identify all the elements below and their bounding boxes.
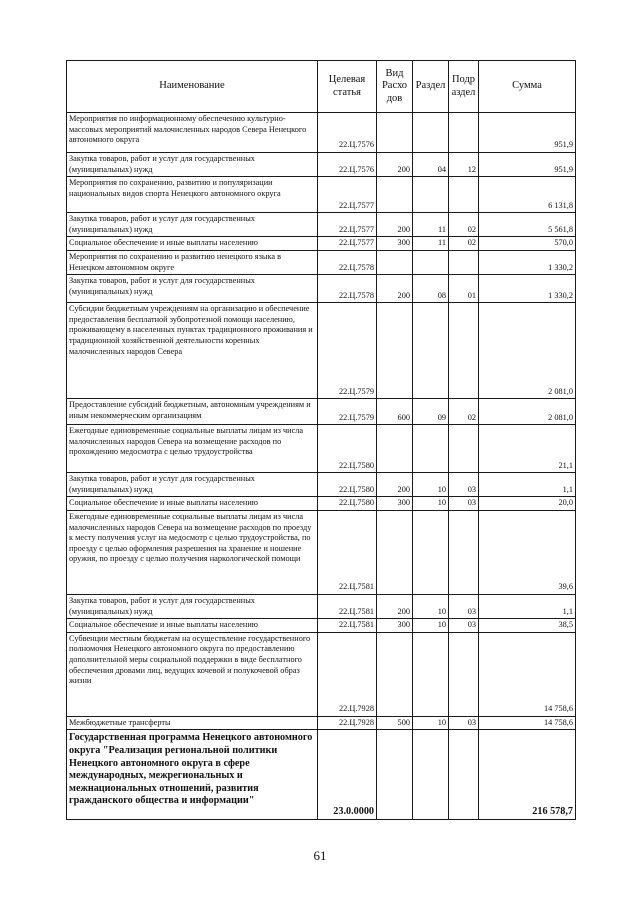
table-row: [67, 632, 576, 716]
row-target-article: 22.Ц.7581: [318, 619, 377, 633]
table-row: [67, 730, 576, 820]
header-subsection: Подр аздел: [449, 61, 479, 113]
row-section: [413, 632, 449, 716]
header-name: Наименование: [67, 61, 318, 113]
row-name: Предоставление субсидий бюджетным, автономным учреждениям и иным некоммерческим организациям: [67, 399, 318, 425]
table-row: [67, 303, 576, 399]
row-subsection: [449, 632, 479, 716]
row-amount: 1,1: [479, 473, 576, 497]
row-name: Закупка товаров, работ и услуг для государственных (муниципальных) нужд: [67, 213, 318, 237]
table-row: [67, 113, 576, 153]
row-expense-type: 300: [377, 237, 413, 251]
row-subsection: [449, 425, 479, 473]
row-expense-type: 200: [377, 153, 413, 177]
row-subsection: 12: [449, 153, 479, 177]
row-expense-type: [377, 510, 413, 594]
table-row: [67, 153, 576, 177]
row-amount: 951,9: [479, 153, 576, 177]
row-section: [413, 250, 449, 274]
row-target-article: 22.Ц.7579: [318, 399, 377, 425]
row-target-article: 22.Ц.7580: [318, 473, 377, 497]
row-section: 10: [413, 497, 449, 511]
row-name: Ежегодные единовременные социальные выплаты лицам из числа малочисленных народов Севера на возмещение расходов по проезду к месту получения услуг на медосмотр с целью трудоустройства, по проезду с целью оформления разрешения на хранение и ношение оружия, по проезду с целью получения наркологической помощи: [67, 510, 318, 594]
row-subsection: [449, 177, 479, 213]
row-expense-type: [377, 425, 413, 473]
row-expense-type: [377, 113, 413, 153]
table-header-row: [67, 61, 576, 113]
row-subsection: 03: [449, 594, 479, 618]
table-row: [67, 594, 576, 618]
row-name: Мероприятия по сохранению и развитию ненецкого языка в Ненецком автономном округе: [67, 250, 318, 274]
row-target-article: 22.Ц.7578: [318, 275, 377, 303]
row-section: 10: [413, 716, 449, 730]
table-row: [67, 213, 576, 237]
row-name: Межбюджетные трансферты: [67, 716, 318, 730]
row-name: Закупка товаров, работ и услуг для государственных (муниципальных) нужд: [67, 594, 318, 618]
header-expense-type: Вид Расхо дов: [377, 61, 413, 113]
row-subsection: [449, 730, 479, 820]
row-section: [413, 730, 449, 820]
row-target-article: 22.Ц.7928: [318, 632, 377, 716]
header-section: Раздел: [413, 61, 449, 113]
table-row: [67, 619, 576, 633]
row-amount: 14 758,6: [479, 716, 576, 730]
row-subsection: 03: [449, 716, 479, 730]
row-section: [413, 303, 449, 399]
row-target-article: 22.Ц.7577: [318, 237, 377, 251]
row-amount: 6 131,8: [479, 177, 576, 213]
row-name: Субвенции местным бюджетам на осуществление государственного полномочия Ненецкого автономного округа по предоставлению дополнительной меры социальной поддержки в виде бесплатного обеспечения дровами лиц, ведущих кочевой и полукочевой образ жизни: [67, 632, 318, 716]
row-name: Закупка товаров, работ и услуг для государственных (муниципальных) нужд: [67, 473, 318, 497]
row-name: Ежегодные единовременные социальные выплаты лицам из числа малочисленных народов Севера на возмещение расходов по прохождению медосмотра с целью трудоустройства: [67, 425, 318, 473]
table-body: [67, 113, 576, 820]
row-target-article: 22.Ц.7581: [318, 510, 377, 594]
row-section: [413, 113, 449, 153]
row-section: [413, 510, 449, 594]
row-amount: 5 561,8: [479, 213, 576, 237]
row-expense-type: [377, 730, 413, 820]
row-target-article: 22.Ц.7577: [318, 213, 377, 237]
row-amount: 951,9: [479, 113, 576, 153]
row-amount: 570,0: [479, 237, 576, 251]
row-expense-type: 500: [377, 716, 413, 730]
row-subsection: 03: [449, 619, 479, 633]
row-expense-type: 200: [377, 213, 413, 237]
row-name: Субсидии бюджетным учреждениям на организацию и обеспечение предоставления бесплатной зубопротезной помощи населению, проживающему в населенных пунктах традиционного проживания и традиционной хозяйственной деятельности коренных малочисленных народов Севера: [67, 303, 318, 399]
row-subsection: 03: [449, 473, 479, 497]
row-amount: 2 081,0: [479, 399, 576, 425]
row-expense-type: [377, 303, 413, 399]
page-number: 61: [313, 848, 327, 863]
table-row: [67, 716, 576, 730]
row-target-article: 22.Ц.7580: [318, 497, 377, 511]
row-subsection: 01: [449, 275, 479, 303]
row-target-article: 22.Ц.7580: [318, 425, 377, 473]
row-section: 11: [413, 213, 449, 237]
row-expense-type: 300: [377, 497, 413, 511]
table-row: [67, 250, 576, 274]
table-row: [67, 473, 576, 497]
row-subsection: [449, 510, 479, 594]
row-expense-type: [377, 177, 413, 213]
row-expense-type: 200: [377, 473, 413, 497]
table-row: [67, 425, 576, 473]
row-section: 10: [413, 594, 449, 618]
table-row: [67, 510, 576, 594]
row-section: 09: [413, 399, 449, 425]
row-amount: 1,1: [479, 594, 576, 618]
row-expense-type: [377, 250, 413, 274]
row-section: 04: [413, 153, 449, 177]
table-row: [67, 177, 576, 213]
row-section: 10: [413, 473, 449, 497]
row-amount: 20,0: [479, 497, 576, 511]
row-amount: 1 330,2: [479, 275, 576, 303]
row-expense-type: 600: [377, 399, 413, 425]
row-section: [413, 177, 449, 213]
row-target-article: 22.Ц.7577: [318, 177, 377, 213]
row-name: Мероприятия по сохранению, развитию и популяризации национальных видов спорта Ненецкого автономного округа: [67, 177, 318, 213]
row-amount: 21,1: [479, 425, 576, 473]
row-amount: 38,5: [479, 619, 576, 633]
row-amount: 216 578,7: [479, 730, 576, 820]
table-row: [67, 399, 576, 425]
row-subsection: [449, 250, 479, 274]
row-name: Государственная программа Ненецкого автономного округа "Реализация региональной политики Ненецкого автономного округа в сфере международных, межрегиональных и межнациональных отношений, развития гражданского общества и информации": [67, 730, 318, 820]
row-amount: 14 758,6: [479, 632, 576, 716]
table-row: [67, 275, 576, 303]
row-expense-type: 300: [377, 619, 413, 633]
row-section: [413, 425, 449, 473]
row-name: Социальное обеспечение и иные выплаты населению: [67, 497, 318, 511]
row-section: 11: [413, 237, 449, 251]
row-subsection: [449, 113, 479, 153]
table-row: [67, 497, 576, 511]
row-subsection: 02: [449, 399, 479, 425]
row-section: 08: [413, 275, 449, 303]
header-amount: Сумма: [479, 61, 576, 113]
row-name: Закупка товаров, работ и услуг для государственных (муниципальных) нужд: [67, 153, 318, 177]
row-name: Мероприятия по информационному обеспечению культурно-массовых мероприятий малочисленных народов Севера Ненецкого автономного округа: [67, 113, 318, 153]
row-amount: 1 330,2: [479, 250, 576, 274]
row-expense-type: 200: [377, 594, 413, 618]
row-subsection: 03: [449, 497, 479, 511]
row-amount: 39,6: [479, 510, 576, 594]
row-name: Закупка товаров, работ и услуг для государственных (муниципальных) нужд: [67, 275, 318, 303]
row-amount: 2 081,0: [479, 303, 576, 399]
header-target-article: Целевая статья: [318, 61, 377, 113]
row-target-article: 23.0.0000: [318, 730, 377, 820]
row-target-article: 22.Ц.7928: [318, 716, 377, 730]
row-target-article: 22.Ц.7576: [318, 153, 377, 177]
row-target-article: 22.Ц.7578: [318, 250, 377, 274]
row-name: Социальное обеспечение и иные выплаты населению: [67, 237, 318, 251]
row-subsection: 02: [449, 213, 479, 237]
row-expense-type: 200: [377, 275, 413, 303]
row-target-article: 22.Ц.7581: [318, 594, 377, 618]
row-subsection: 02: [449, 237, 479, 251]
row-name: Социальное обеспечение и иные выплаты населению: [67, 619, 318, 633]
row-target-article: 22.Ц.7579: [318, 303, 377, 399]
row-target-article: 22.Ц.7576: [318, 113, 377, 153]
table-row: [67, 237, 576, 251]
row-expense-type: [377, 632, 413, 716]
row-section: 10: [413, 619, 449, 633]
row-subsection: [449, 303, 479, 399]
budget-table: [66, 60, 576, 820]
